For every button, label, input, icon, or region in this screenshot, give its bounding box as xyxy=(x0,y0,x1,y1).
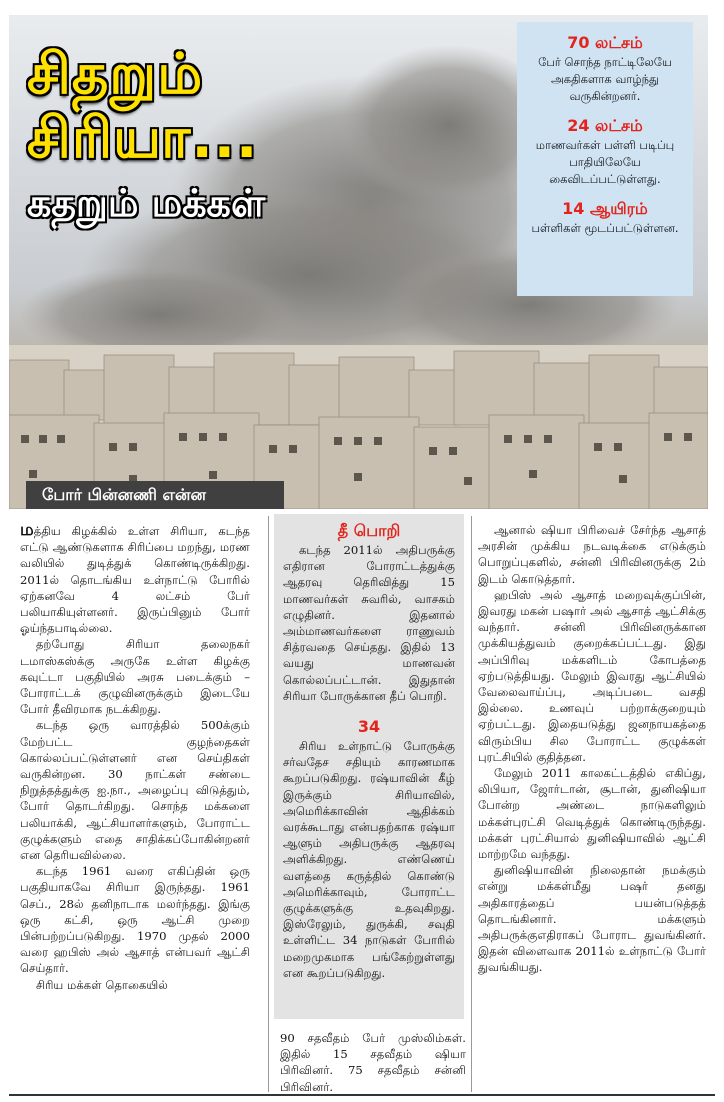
article-paragraph: துனிஷியாவின் நிலைதான் நமக்கும் என்று மக்கள்மீது பஷர் தனது அதிகாரத்தைப் பயன்படுத்தத் தொடங்கினார். மக்களும் அதிபருக்குஎதிராகப் போராட துவங்கினர். இதன் விளைவாக 2011ல் உள்நாட்டு போர் துவங்கியது. xyxy=(478,863,706,975)
stat-number: 14 ஆயிரம் xyxy=(562,199,648,218)
stat-item xyxy=(517,32,693,105)
box-paragraph: சிரிய உள்நாட்டு போருக்கு சர்வதேச சதியும் காரணமாக கூறப்படுகிறது. ரஷ்யாவின் கீழ் இருக்கும் சிரியாவில், அமெரிக்காவின் ஆதிக்கம் வரக்கூடாது என்பதற்காக ரஷ்யா ஆளும் அதிபருக்கு ஆதரவு அளிக்கிறது. எண்ணெய் வளத்தை கருத்தில் கொண்டு அமெரிக்காவும், போராட்ட குழுக்களுக்கு உதவுகிறது. இஸ்ரேலும், துருக்கி, சவுதி உள்ளிட்ட 34 நாடுகள் போரில் மறைமுகமாக பங்கேற்றுள்ளது என கூறப்படுகிறது. xyxy=(283,739,455,980)
paragraph-text: த்திய கிழக்கில் உள்ள சிரியா, கடந்த எட்டு ஆண்டுகளாக சிரிப்பை மறந்து, மரண வலியில் துடித்துக் கொண்டிருக்கிறது. 2011ல் தொடங்கிய உள்நாட்டு போரில் ஏற்கனவே 4 லட்சம் பேர் பலியாகியுள்ளனர். இருப்பினும் போர் ஓய்ந்தபாடில்லை. xyxy=(20,524,250,636)
box-title-34: 34 xyxy=(357,717,381,737)
headline-line-2: சிரியா... xyxy=(27,106,259,171)
headline-line-1: சிதறும் xyxy=(27,42,204,107)
box-paragraph: கடந்த 2011ல் அதிபருக்கு எதிரான போராட்டத்துக்கு ஆதரவு தெரிவித்து 15 மாணவர்கள் சுவரில், வாசகம் எழுதினர். இதனால் அம்மாணவர்களை ராணுவம் சித்ரவதை செய்தது. இதில் 13 வயது மாணவன் கொல்லப்பட்டான். இதுதான் சிரியா போருக்கான தீப் பொறி. xyxy=(283,543,455,703)
box-text-2 xyxy=(283,738,455,981)
article-paragraph: மேலும் 2011 காலகட்டத்தில் எகிப்து, லிபியா, ஜோர்டான், சூடான், துனிஷியா போன்ற அண்டை நாடுகளிலும் மக்கள்புரட்சி வெடித்துக் கொண்டிருந்தது. மக்கள் புரட்சியால் துனிஷியாவில் ஆட்சி மாற்றமே வந்தது. xyxy=(478,766,706,862)
article-column-3 xyxy=(478,522,706,976)
box-title-spark: தீ பொறி xyxy=(337,521,401,540)
box-text-1 xyxy=(283,542,455,704)
section-label: போர் பின்னணி என்ன xyxy=(26,481,284,509)
article-paragraph: 90 சதவீதம் பேர் முஸ்லிம்கள். இதில் 15 சதவீதம் ஷியா பிரிவினர். 75 சதவீதம் சன்னி பிரிவினர். xyxy=(280,1031,466,1094)
article-paragraph xyxy=(20,522,250,636)
stat-item xyxy=(517,115,693,188)
stat-text: பேர் சொந்த நாட்டிலேயே அகதிகளாக வாழ்ந்து வருகின்றனர். xyxy=(538,55,672,103)
stat-number: 70 லட்சம் xyxy=(567,33,643,52)
article-paragraph: கடந்த ஒரு வாரத்தில் 500க்கும் மேற்பட்ட குழந்தைகள் கொல்லப்பட்டுள்ளனர் என செய்திகள் வருகின்றன. 30 நாட்கள் சண்டை நிறுத்தத்துக்கு ஐ.நா., அழைப்பு விடுத்தும், போர் தொடர்கிறது. சொந்த மக்களை பலியாக்கி, ஆட்சியாளர்களும், போராட்ட குழுக்களும் எதை சாதிக்கப்போகின்றனர் என தெரியவில்லை. xyxy=(20,718,250,863)
stat-text: பள்ளிகள் மூடப்பட்டுள்ளன. xyxy=(531,221,679,235)
article-paragraph: ஆனால் ஷியா பிரிவைச் சேர்ந்த ஆசாத் அரசின் முக்கிய நடவடிக்கை எடுக்கும் பொறுப்புகளில், சன்னி பிரிவினருக்கு 2ம் இடம் கொடுத்தார். xyxy=(478,523,706,586)
column-divider xyxy=(471,516,472,1092)
article-paragraph: சிரிய மக்கள் தொகையில் xyxy=(36,977,168,992)
article-column-2-tail xyxy=(280,1030,466,1095)
article-paragraph: தற்போது சிரியா தலைநகர் டமாஸ்கஸ்க்கு அருகே உள்ள கிழக்கு கவுட்டா பகுதியில் அரசு படைக்கும் – போராட்டக் குழுவினருக்கும் இடையே போர் தீவிரமாக நடக்கிறது. xyxy=(20,637,250,717)
headline xyxy=(27,43,357,229)
column-divider xyxy=(268,516,269,1092)
sidebar-box xyxy=(274,514,464,1019)
stat-text: மாணவர்கள் பள்ளி படிப்பு பாதியிலேயே கைவிடப்பட்டுள்ளது. xyxy=(535,138,675,186)
article-paragraph: ஹபிஸ் அல் ஆசாத் மறைவுக்குப்பின், இவரது மகன் பஷார் அல் ஆசாத் ஆட்சிக்கு வந்தார். சன்னி பிரிவினருக்கான முக்கியத்துவம் குறைக்கப்பட்டது. இது அப்பிரிவு மக்களிடம் கோபத்தை ஏற்படுத்தியது. மேலும் இவரது ஆட்சியில் வேலைவாய்ப்பு, அடிப்படை வசதி இல்லை. உணவுப் பற்றாக்குறையும் ஏற்பட்டது. இதையடுத்து ஜனநாயகத்தை விரும்பிய சில போராட்ட குழுக்கள் புரட்சியில் குதித்தன. xyxy=(478,587,706,764)
bottom-rule xyxy=(9,1094,715,1096)
stats-box xyxy=(517,22,693,296)
stat-number: 24 லட்சம் xyxy=(567,116,643,135)
article-paragraph: கடந்த 1961 வரை எகிப்தின் ஒரு பகுதியாகவே சிரியா இருந்தது. 1961 செப்., 28ல் தனிநாடாக மலர்ந்தது. இங்கு ஒரு கட்சி, ஒரு ஆட்சி முறை பின்பற்றப்படுகிறது. 1970 முதல் 2000 வரை ஹபிஸ் அல் ஆசாத் என்பவர் ஆட்சி செய்தார். xyxy=(20,864,250,976)
drop-cap: ம xyxy=(20,520,34,540)
article-column-1 xyxy=(20,522,250,993)
stat-item xyxy=(517,198,693,237)
headline-subtitle: கதறும் மக்கள் xyxy=(27,181,266,225)
